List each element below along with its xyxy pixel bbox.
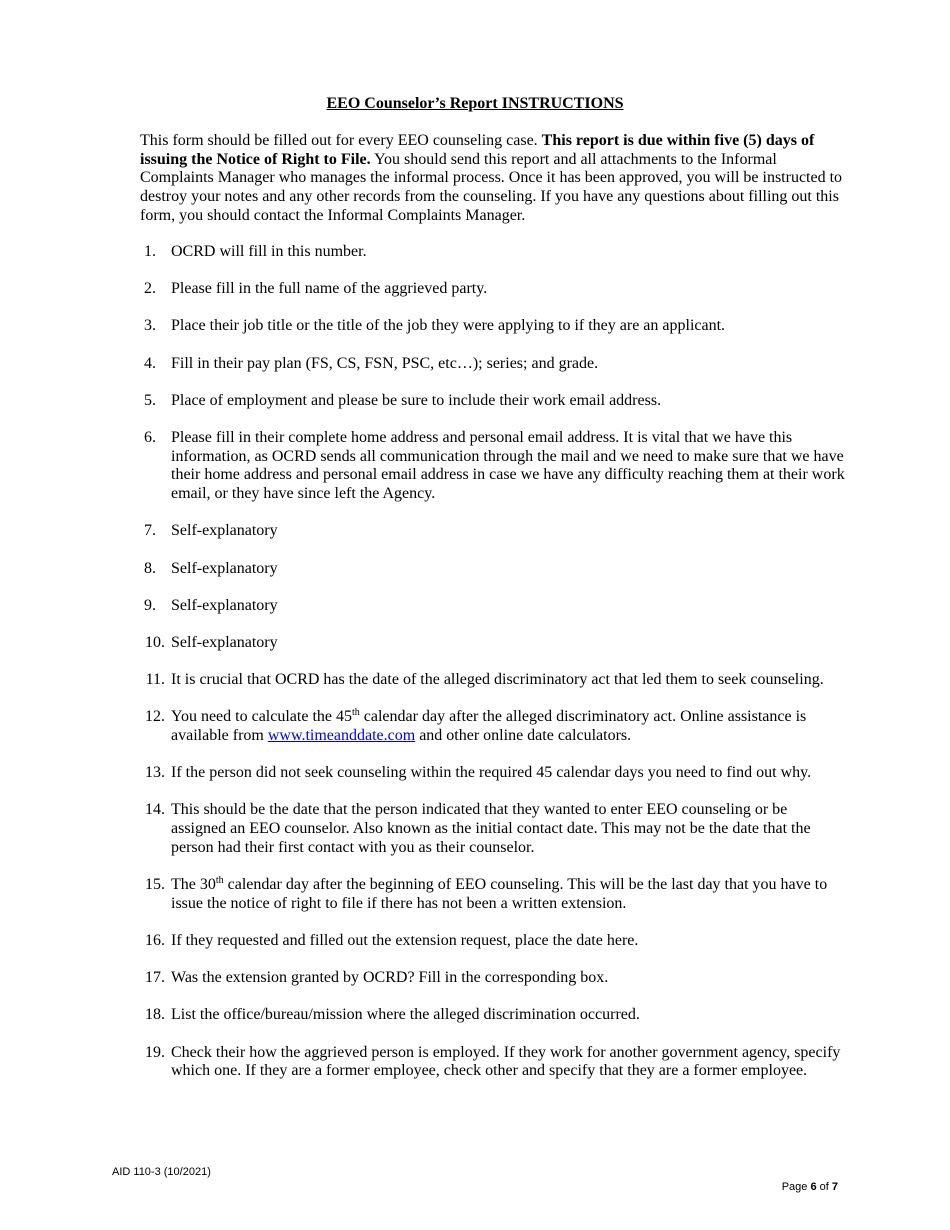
item-text: Fill in their pay plan (FS, CS, FSN, PSC, etc…); series; and grade. (171, 354, 599, 372)
item-text: Was the extension granted by OCRD? Fill in the corresponding box. (171, 969, 609, 987)
item-text: Check their how the aggrieved person is employed. If they work for another government agency, specify which one. If they are a former employee, check other and specify that they are a former employee. (171, 1043, 841, 1080)
item-text-pre: The 30 (171, 876, 216, 894)
item-number: 12. (145, 708, 165, 726)
page-total: 7 (831, 1181, 838, 1193)
ordinal-suffix: th (215, 875, 224, 887)
item-number: 17. (145, 969, 165, 987)
item-text: Please fill in their complete home address and personal email address. It is vital that we have this information, as OCRD sends all communication through the mail and we need to make sure that we have their home address and personal email address in case we have any difficulty reaching them at their work email, or they have since left the Agency. (171, 429, 845, 503)
list-item (140, 1044, 845, 1081)
item-number: 13. (145, 764, 165, 782)
list-item (140, 969, 845, 988)
page-number (782, 1181, 838, 1193)
list-item (140, 429, 845, 504)
instructions-list (140, 243, 845, 1099)
item-text: If they requested and filled out the extension request, place the date here. (171, 931, 639, 949)
item-number: 9. (144, 596, 156, 614)
item-text-pre: You need to calculate the 45 (171, 708, 352, 726)
list-item (140, 671, 845, 690)
timeanddate-link[interactable]: www.timeanddate.com (267, 727, 416, 745)
item-number: 5. (144, 391, 156, 409)
item-text: Place of employment and please be sure to include their work email address. (171, 391, 662, 409)
page-label: Page (781, 1181, 811, 1193)
list-item (140, 1006, 845, 1025)
item-number: 16. (145, 931, 165, 949)
intro-paragraph (140, 132, 845, 226)
intro-text-2: You should send this report and all attachments to the Informal Complaints Manager who manages the informal process. Once it has been approved, you will be instructed to destroy your notes and any other records from the counseling. If you have any questions about filling out this form, you should contact the Informal Complaints Manager. (140, 150, 843, 224)
page-title: EEO Counselor’s Report INSTRUCTIONS (326, 95, 624, 112)
list-item (140, 280, 845, 299)
list-item (140, 317, 845, 336)
list-item (140, 522, 845, 541)
item-text: Self-explanatory (171, 596, 278, 614)
intro-text-1: This form should be filled out for every EEO counseling case. (140, 132, 542, 149)
list-item (140, 932, 845, 951)
list-item (140, 801, 845, 857)
item-text: Self-explanatory (171, 633, 278, 651)
item-text: List the office/bureau/mission where the alleged discrimination occurred. (171, 1006, 640, 1024)
item-number: 14. (145, 801, 165, 819)
item-text: Self-explanatory (171, 559, 278, 577)
list-item (140, 708, 845, 745)
item-text-post: and other online date calculators. (415, 727, 632, 745)
list-item (140, 243, 845, 262)
item-number: 4. (144, 354, 156, 372)
form-id: AID 110-3 (10/2021) (112, 1166, 211, 1178)
list-item (140, 355, 845, 374)
list-item (140, 392, 845, 411)
item-number: 6. (144, 429, 156, 447)
page-current: 6 (810, 1181, 817, 1193)
item-number: 10. (145, 633, 165, 651)
item-text-post: calendar day after the beginning of EEO counseling. This will be the last day that you have to issue the notice of right to file if there has not been a written extension. (171, 876, 828, 912)
item-number: 11. (145, 671, 165, 689)
list-item (140, 560, 845, 579)
list-item (140, 876, 845, 913)
item-text: Self-explanatory (171, 522, 278, 540)
list-item (140, 597, 845, 616)
list-item (140, 634, 845, 653)
item-text: It is crucial that OCRD has the date of the alleged discriminatory act that led them to seek counseling. (171, 671, 824, 689)
ordinal-suffix: th (352, 707, 360, 719)
item-text-mid: calendar day after the alleged discriminatory act. Online assistance is available from (171, 708, 807, 745)
item-text: Please fill in the full name of the aggrieved party. (171, 280, 488, 298)
page-of: of (816, 1181, 832, 1193)
item-number: 7. (144, 522, 156, 540)
item-number: 8. (144, 559, 156, 577)
item-number: 1. (144, 243, 156, 260)
list-item (140, 764, 845, 783)
intro-bold-text: This report is due within five (5) days of issuing the Notice of Right to File. (140, 132, 815, 168)
item-text: Place their job title or the title of the job they were applying to if they are an applicant. (171, 317, 726, 335)
item-number: 18. (145, 1006, 165, 1024)
item-number: 19. (145, 1043, 165, 1061)
item-number: 15. (145, 876, 165, 894)
item-text: This should be the date that the person indicated that they wanted to enter EEO counseling or be assigned an EEO counselor. Also known as the initial contact date. This may not be the date that the person had their first contact with you as their counselor. (171, 801, 811, 856)
item-text: If the person did not seek counseling within the required 45 calendar days you need to find out why. (171, 764, 812, 782)
item-number: 3. (144, 317, 156, 335)
item-text: OCRD will fill in this number. (171, 243, 367, 260)
item-number: 2. (144, 280, 156, 298)
